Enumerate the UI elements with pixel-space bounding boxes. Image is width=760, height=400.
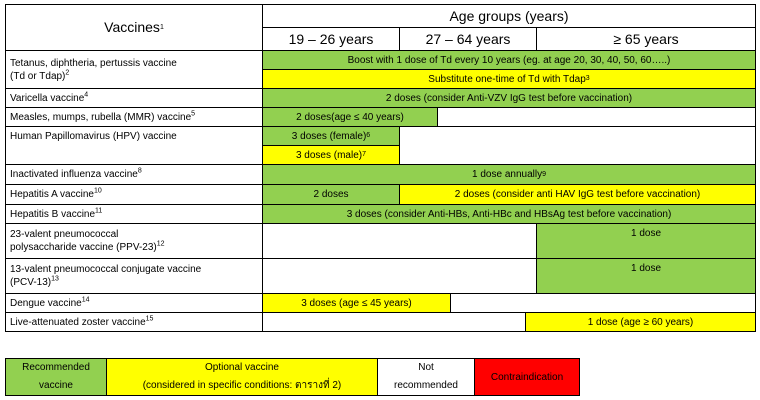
mmr-not-recommended bbox=[437, 107, 756, 127]
influenza-label bbox=[5, 164, 263, 185]
influenza-label-text: Inactivated influenza vaccine bbox=[10, 169, 138, 180]
hpv-label bbox=[5, 126, 263, 165]
age-col-65-plus-label: ≥ 65 years bbox=[613, 30, 679, 47]
zoster-label-text: Live-attenuated zoster vaccine bbox=[10, 316, 146, 328]
legend-recommended-line1: Recommended bbox=[22, 362, 90, 373]
hpv-female-recommended: 3 doses (female) 6 bbox=[262, 126, 400, 146]
hepa-ref: 10 bbox=[93, 187, 102, 195]
dengue-not-recommended bbox=[450, 293, 756, 313]
tdap-substitute-optional: Substitute one-time of Td with Tdap 3 bbox=[262, 69, 756, 89]
pcv13-ref: 13 bbox=[51, 275, 59, 283]
hpv-male-optional: 3 doses (male) 7 bbox=[262, 145, 400, 165]
hpv-not-recommended bbox=[399, 126, 756, 165]
ppv23-recommended bbox=[536, 223, 756, 259]
dengue-label-text: Dengue vaccine bbox=[10, 297, 82, 309]
mmr-recommended bbox=[262, 107, 438, 127]
varicella-label-text: Varicella vaccine bbox=[10, 92, 85, 104]
zoster-not-recommended bbox=[262, 312, 526, 332]
vaccines-header: Vaccines 1 bbox=[5, 4, 263, 51]
tdap-ref: 2 bbox=[65, 69, 70, 77]
dengue-ref: 14 bbox=[81, 296, 90, 304]
age-groups-header bbox=[262, 4, 756, 28]
legend-optional-line1: Optional vaccine bbox=[205, 362, 279, 373]
tdap-boost-recommended bbox=[262, 50, 756, 70]
legend-optional-line2: (considered in specific conditions: ตารางที่ 2) bbox=[142, 380, 342, 391]
influenza-rec-text: 1 dose annually bbox=[472, 169, 543, 180]
zoster-label bbox=[5, 312, 263, 332]
age-col-27-64 bbox=[399, 27, 537, 51]
pcv13-label-line1: 13-valent pneumococcal conjugate vaccine bbox=[10, 264, 202, 275]
tdap-label bbox=[5, 50, 263, 89]
tdap-substitute-text: Substitute one-time of Td with Tdap bbox=[428, 73, 586, 85]
pcv13-rec-text: 1 dose bbox=[630, 263, 662, 274]
mmr-label bbox=[5, 107, 263, 127]
pcv13-label-line2: (PCV-13) bbox=[10, 277, 52, 288]
age-col-27-64-label: 27 – 64 years bbox=[425, 30, 511, 47]
hepa-optional bbox=[399, 184, 756, 205]
age-col-19-26-label: 19 – 26 years bbox=[288, 30, 374, 47]
legend-optional bbox=[106, 358, 378, 396]
ppv23-ref: 12 bbox=[156, 240, 165, 248]
ppv23-not-recommended bbox=[262, 223, 537, 259]
legend-not-line1: Not bbox=[418, 362, 434, 373]
ppv23-label bbox=[5, 223, 263, 259]
ppv23-label-line1: 23-valent pneumococcal bbox=[10, 229, 119, 240]
varicella-recommended bbox=[262, 88, 756, 108]
hpv-male-text: 3 doses (male) bbox=[295, 149, 363, 161]
pcv13-label bbox=[5, 258, 263, 294]
hepb-label-text: Hepatitis B vaccine bbox=[10, 208, 96, 220]
hepa-label bbox=[5, 184, 263, 205]
legend-not-recommended bbox=[377, 358, 475, 396]
dengue-label bbox=[5, 293, 263, 313]
age-groups-label: Age groups (years) bbox=[449, 7, 569, 24]
mmr-label-text: Measles, mumps, rubella (MMR) vaccine bbox=[10, 111, 192, 123]
dengue-optional bbox=[262, 293, 451, 313]
zoster-ref: 15 bbox=[145, 315, 154, 323]
dengue-opt-text: 3 doses (age ≤ 45 years) bbox=[301, 297, 412, 309]
hepa-rec-text: 2 doses bbox=[313, 189, 349, 200]
mmr-ref: 5 bbox=[191, 110, 196, 118]
hepa-label-text: Hepatitis A vaccine bbox=[10, 189, 94, 200]
mmr-rec-text: 2 doses(age ≤ 40 years) bbox=[296, 111, 404, 123]
hepb-label bbox=[5, 204, 263, 224]
ppv23-label-line2: polysaccharide vaccine (PPV-23) bbox=[10, 242, 157, 253]
influenza-recommended: 1 dose annually 9 bbox=[262, 164, 756, 185]
legend-contra-text: Contraindication bbox=[490, 371, 564, 383]
varicella-label bbox=[5, 88, 263, 108]
age-col-65-plus bbox=[536, 27, 756, 51]
tdap-label-line2: (Td or Tdap) bbox=[10, 70, 66, 82]
hepb-rec-text: 3 doses (consider Anti-HBs, Anti-HBc and HBsAg test before vaccination) bbox=[346, 208, 672, 220]
legend-recommended-line2: vaccine bbox=[39, 380, 73, 391]
hepb-ref: 11 bbox=[95, 207, 103, 215]
tdap-label-line1: Tetanus, diphtheria, pertussis vaccine bbox=[10, 57, 177, 69]
pcv13-recommended bbox=[536, 258, 756, 294]
ppv23-rec-text: 1 dose bbox=[630, 228, 662, 239]
varicella-ref: 4 bbox=[84, 91, 89, 99]
varicella-rec-text: 2 doses (consider Anti-VZV IgG test before vaccination) bbox=[385, 92, 633, 104]
age-col-19-26 bbox=[262, 27, 400, 51]
influenza-ref: 8 bbox=[137, 167, 142, 175]
pcv13-not-recommended bbox=[262, 258, 537, 294]
legend-recommended bbox=[5, 358, 107, 396]
hepa-recommended bbox=[262, 184, 400, 205]
tdap-boost-text: Boost with 1 dose of Td every 10 years (eg. at age 20, 30, 40, 50, 60…..) bbox=[347, 54, 671, 66]
legend-not-line2: recommended bbox=[394, 380, 458, 391]
legend-contraindication bbox=[474, 358, 580, 396]
vaccines-header-label: Vaccines bbox=[104, 19, 160, 35]
zoster-optional bbox=[525, 312, 756, 332]
hpv-label-text: Human Papillomavirus (HPV) vaccine bbox=[10, 131, 177, 142]
zoster-opt-text: 1 dose (age ≥ 60 years) bbox=[587, 316, 694, 328]
hepa-opt-text: 2 doses (consider anti HAV IgG test before vaccination) bbox=[454, 189, 701, 200]
hepb-recommended bbox=[262, 204, 756, 224]
hpv-female-text: 3 doses (female) bbox=[291, 130, 367, 142]
